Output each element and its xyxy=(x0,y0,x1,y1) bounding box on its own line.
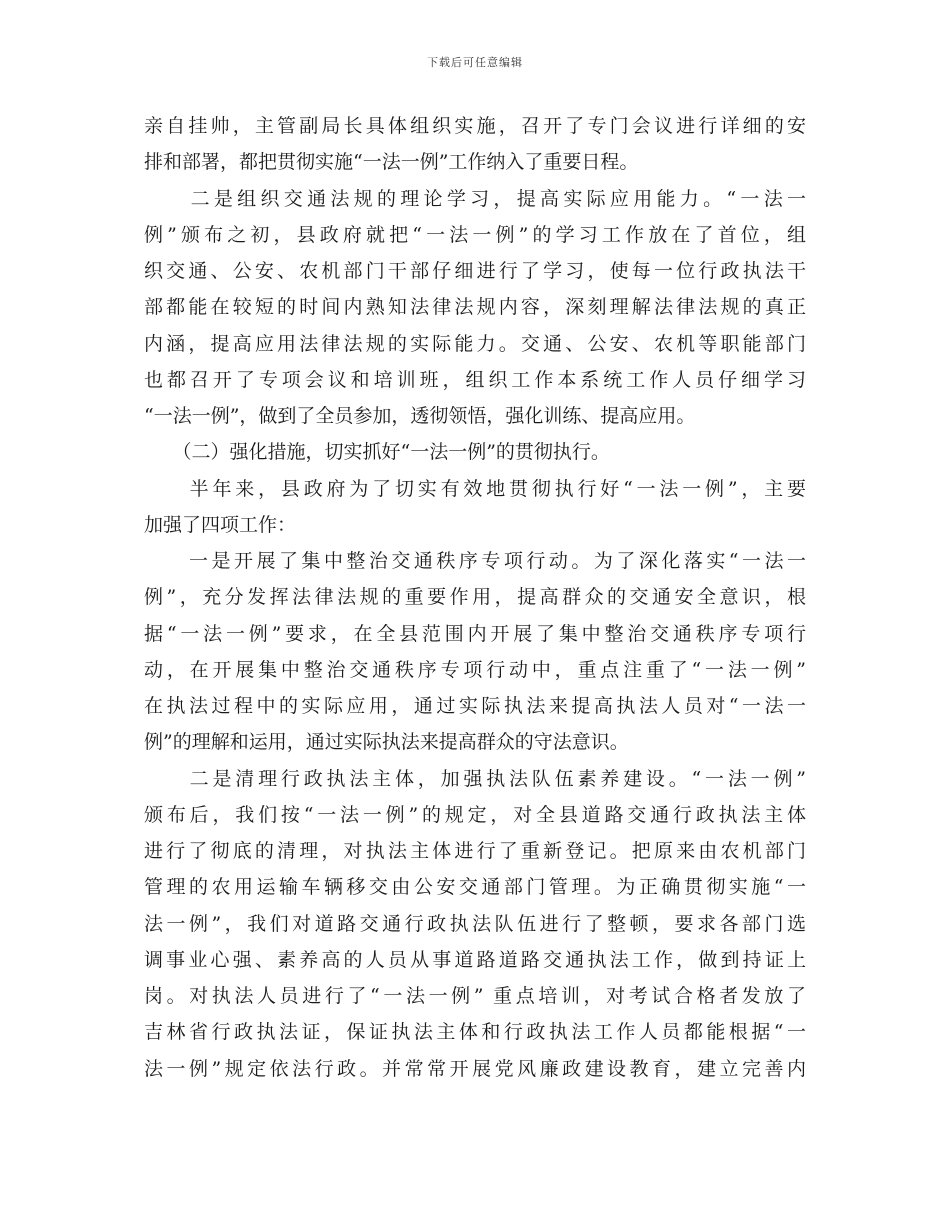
text-line: 也都召开了专项会议和培训班，组织工作本系统工作人员仔细学习 xyxy=(144,368,806,391)
text-line: 法一例”，我们对道路交通行政执法队伍进行了整顿，要求各部门选 xyxy=(144,912,806,935)
text-line: 在执法过程中的实际应用，通过实际执法来提高执法人员对“一法一 xyxy=(144,695,806,717)
text-line: 半年来，县政府为了切实有效地贯彻执行好“一法一例”，主要 xyxy=(144,477,806,500)
text-line: 加强了四项工作： xyxy=(144,513,297,536)
document-body xyxy=(144,108,806,1087)
text-line: 一是开展了集中整治交通秩序专项行动。为了深化落实“一法一 xyxy=(144,550,806,572)
text-line: 管理的农用运输车辆移交由公安交通部门管理。为正确贯彻实施“一 xyxy=(144,876,806,899)
text-line: 二是清理行政执法主体，加强执法队伍素养建设。“一法一例” xyxy=(144,767,806,790)
text-line: 部都能在较短的时间内熟知法律法规内容，深刻理解法律法规的真正 xyxy=(144,296,806,319)
text-line: 织交通、公安、农机部门干部仔细进行了学习，使每一位行政执法干 xyxy=(144,260,806,282)
text-line: “一法一例”，做到了全员参加，透彻领悟，强化训练、提高应用。 xyxy=(144,405,696,427)
page-header: 下载后可任意编辑 xyxy=(427,56,523,69)
text-line: （二）强化措施，切实抓好“一法一例”的贯彻执行。 xyxy=(144,441,610,464)
text-line: 颁布后，我们按“一法一例”的规定，对全县道路交通行政执法主体 xyxy=(144,803,806,826)
text-line: 法一例”规定依法行政。并常常开展党风廉政建设教育，建立完善内 xyxy=(144,1057,806,1080)
text-line: 例”颁布之初，县政府就把“一法一例”的学习工作放在了首位，组 xyxy=(144,223,806,246)
text-line: 据“一法一例”要求，在全县范围内开展了集中整治交通秩序专项行 xyxy=(144,622,806,645)
text-line: 二是组织交通法规的理论学习，提高实际应用能力。“一法一 xyxy=(144,187,806,210)
text-line: 动，在开展集中整治交通秩序专项行动中，重点注重了“一法一例” xyxy=(144,658,806,681)
text-line: 内涵，提高应用法律法规的实际能力。交通、公安、农机等职能部门 xyxy=(144,332,806,355)
text-line: 吉林省行政执法证，保证执法主体和行政执法工作人员都能根据“一 xyxy=(144,1021,806,1044)
text-line: 排和部署，都把贯彻实施“一法一例”工作纳入了重要日程。 xyxy=(144,151,639,174)
text-line: 例”，充分发挥法律法规的重要作用，提高群众的交通安全意识，根 xyxy=(144,586,806,609)
text-line: 调事业心强、素养高的人员从事道路道路交通执法工作，做到持证上 xyxy=(144,948,806,971)
text-line: 例”的理解和运用，通过实际执法来提高群众的守法意识。 xyxy=(144,731,629,754)
text-line: 进行了彻底的清理，对执法主体进行了重新登记。把原来由农机部门 xyxy=(144,840,806,862)
text-line: 岗。对执法人员进行了“一法一例” 重点培训，对考试合格者发放了 xyxy=(144,985,806,1007)
text-line: 亲自挂帅，主管副局长具体组织实施，召开了专门会议进行详细的安 xyxy=(144,115,806,137)
